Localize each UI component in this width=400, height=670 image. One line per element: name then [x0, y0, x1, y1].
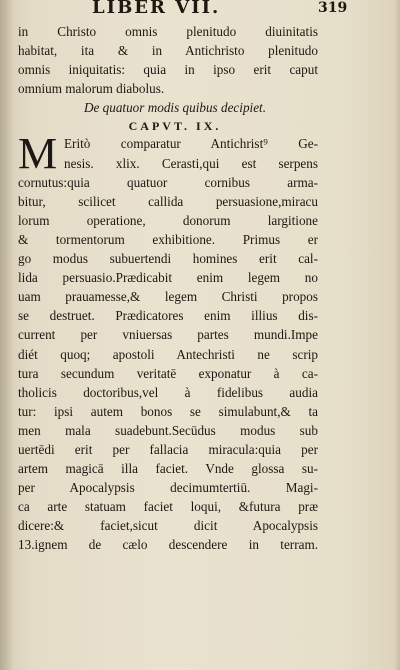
text-line: lida persuasio.Prædicabit enim legem no [18, 270, 318, 286]
text-line: 13.ignem de cælo descendere in terram. [18, 537, 318, 553]
text-line: per Apocalypsis decimumtertiū. Magi- [18, 480, 318, 496]
text-line: current per vniuersas partes mundi.Impe [18, 327, 318, 343]
text-line: tura secundum veritatē exponatur à ca- [18, 365, 318, 381]
text-line: Eritò comparatur Antichrist⁹ Ge- [64, 136, 318, 152]
text-line: bitur, scilicet callida persuasione,miracu [18, 193, 318, 209]
page-number: 319 [318, 0, 348, 16]
text-line: cornutus:quia quatuor cornibus arma- [18, 174, 318, 190]
text-line: uertēdi erit per fallacia miracula:quia per [18, 441, 318, 457]
text-line: uam prauamesse,& legem Christi propos [18, 289, 318, 305]
text-line: go modus subuertendi homines erit cal- [18, 251, 318, 267]
text-line: ca arte statuam faciet loqui, &futura præ [18, 499, 318, 515]
text-line: in Christo omnis plenitudo diuinitatis [18, 24, 318, 39]
drop-cap-paragraph [18, 129, 318, 179]
text-line: omnis iniquitatis: quia in ipso erit caput [18, 62, 318, 78]
text-line: men mala suadebunt.Secūdus modus sub [18, 422, 318, 438]
text-line: tholicis doctoribus,vel à fidelibus audia [18, 384, 318, 400]
text-line: dicere:& faciet,sicut dicit Apocalypsis [18, 518, 318, 534]
text-line: tur: ipsi autem bonos se simulabunt,& ta [18, 403, 318, 419]
section-subheading: De quatuor modis quibus decipiet. [83, 100, 267, 116]
gutter-shadow [0, 0, 14, 670]
text-line: diét quoq; apostoli Antechristi ne scrip [18, 346, 318, 362]
running-head-title: LIBER VII. [92, 0, 221, 18]
page-edge [394, 0, 400, 670]
text-line: habitat, ita & in Antichristo plenitudo [18, 43, 318, 59]
drop-cap: M [18, 129, 58, 179]
text-line: omnium malorum diabolus. [18, 81, 165, 97]
text-line: artem magicā illa faciet. Vnde glossa su- [18, 461, 318, 477]
text-line: & tormentorum exhibitione. Primus er [18, 231, 318, 247]
running-head [0, 0, 400, 21]
text-line: lorum operatione, donorum largitione [18, 212, 318, 228]
chapter-heading: CAPVT. IX. [128, 119, 222, 134]
text-block [18, 22, 318, 555]
text-line: se destruet. Prædicatores enim illius dis- [18, 308, 318, 324]
text-line: nesis. xlix. Cerasti,qui est serpens [64, 155, 318, 171]
